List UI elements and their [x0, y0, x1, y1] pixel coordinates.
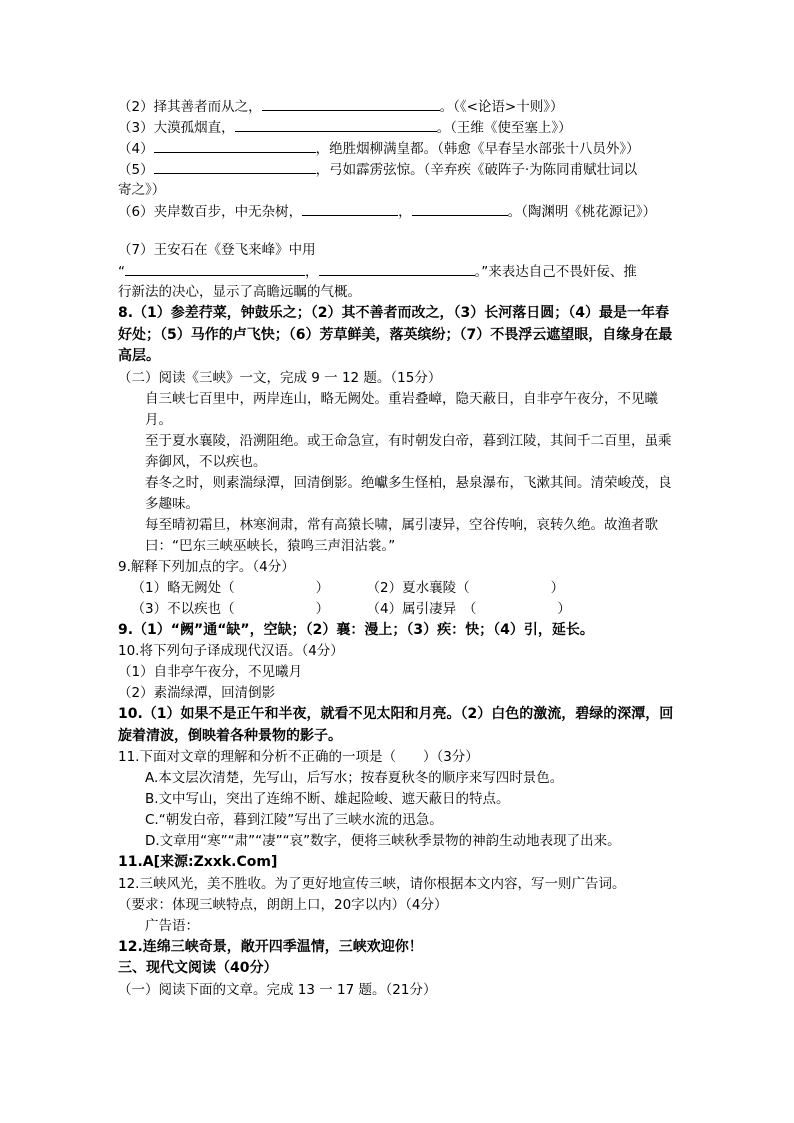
question-text: ，弓如霹雳弦惊。（辛弃疾《破阵子·为陈同甫赋壮词以 — [315, 162, 638, 178]
section-subtitle: （一）阅读下面的文章。完成 13 一 17 题。（21分） — [118, 981, 437, 998]
question-line — [118, 117, 678, 138]
question-11-option: C.“朝发白帝，暮到江陵”写出了三峡水流的迅急。 — [145, 812, 443, 828]
question-12-requirement: （要求：体现三峡特点，朗朗上口，20字以内）（4分） — [118, 896, 448, 913]
source-citation: 。（陶渊明《桃花源记》） — [507, 204, 657, 220]
answer-blank — [412, 201, 508, 216]
question-11-title: 11.下面对文章的理解和分析不正确的一项是（ ）（3分） — [118, 749, 479, 765]
passage-paragraph: 每至晴初霜旦，林寒涧肃，常有高猿长啸，属引凄异，空谷传响，哀转久绝。故渔者歌曰：“巴东三峡巫峡长，猿鸣三声泪沾裳。” — [145, 516, 658, 554]
question-text: ，绝胜烟柳满皇都。（韩愈《早春呈水部张十八员外》） — [315, 141, 640, 157]
question-12-slogan-label: 广告语： — [145, 917, 199, 934]
passage-paragraph: 春冬之时，则素湍绿潭，回清倒影。绝巘多生怪柏，悬泉瀑布，飞漱其间。清荣峻茂，良多趣味。 — [145, 474, 672, 512]
question-11-option: D.文章用“寒”“肃”“凄”“哀”数字，便将三峡秋季景物的神韵生动地表现了出来。 — [145, 833, 621, 849]
question-12-title: 12.三峡风光，美不胜收。为了更好地宣传三峡，请你根据本文内容，写一则广告词。 — [118, 875, 626, 892]
question-9-item: （1）略无阙处（ ） — [131, 579, 330, 596]
question-line — [118, 201, 678, 222]
section-title: 三、现代文阅读（40分） — [118, 960, 278, 976]
answer-blank — [125, 261, 305, 276]
answer-blank — [302, 201, 398, 216]
answer-12: 12.连绵三峡奇景，敞开四季温情，三峡欢迎你！ — [118, 938, 423, 955]
question-line: （7）王安石在《登飞来峰》中用 — [118, 242, 316, 258]
answer-blank — [235, 117, 437, 132]
question-text: 。”来表达自己不畏奸佞、推 — [474, 264, 637, 280]
source-citation: 。（《<论语>十则》） — [439, 99, 564, 115]
question-line — [118, 96, 678, 117]
answer-blank — [262, 96, 440, 111]
question-text: （3）大漠孤烟直， — [118, 120, 235, 136]
punctuation: ， — [305, 264, 319, 280]
answer-8: 8.（1）参差荇菜，钟鼓乐之；（2）其不善者而改之，（3）长河落日圆；（4）最是一年春好处；（5）马作的卢飞快；（6）芳草鲜美，落英缤纷；（7）不畏浮云遮望眼，自缘身在最高层。 — [118, 305, 673, 364]
question-10-sentence: （1）自非亭午夜分，不见曦月 — [118, 664, 303, 680]
passage-paragraph: 自三峡七百里中，两岸连山，略无阙处。重岩叠嶂，隐天蔽日，自非亭午夜分，不见曦月。 — [145, 390, 658, 428]
question-line — [118, 138, 678, 159]
question-9-item: （3）不以疾也（ ） — [131, 600, 330, 617]
answer-11: 11.A[来源:Zxxk.Com] — [118, 854, 278, 870]
answer-10: 10.（1）如果不是正午和半夜，就看不见太阳和月亮。（2）白色的激流，碧绿的深潭，回旋着清波，倒映着各种景物的影子。 — [118, 706, 674, 744]
question-9-item: （4）属引凄异 （ ） — [366, 600, 571, 617]
question-10-title: 10.将下列句子译成现代汉语。（4分） — [118, 643, 344, 659]
question-number: （4） — [118, 141, 154, 157]
answer-9: 9.（1）“阙”通“缺”，空缺；（2）襄：漫上；（3）疾：快；（4）引，延长。 — [118, 621, 594, 638]
section-title: （二）阅读《三峡》一文，完成 9 一 12 题。（15分） — [118, 369, 442, 386]
question-9-row — [118, 578, 678, 599]
question-number: （5） — [118, 162, 154, 178]
answer-blank — [154, 159, 316, 174]
passage-paragraph: 至于夏水襄陵，沿溯阻绝。或王命急宣，有时朝发白帝，暮到江陵，其间千二百里，虽乘奔御风，不以疾也。 — [145, 432, 672, 470]
question-11-option: A.本文层次清楚，先写山，后写水；按春夏秋冬的顺序来写四时景色。 — [145, 770, 564, 786]
question-line — [118, 159, 678, 180]
document-page — [118, 96, 678, 1001]
source-citation: 。（王维《使至塞上》） — [436, 120, 572, 136]
question-10-sentence: （2）素湍绿潭，回清倒影 — [118, 685, 276, 701]
answer-blank — [154, 138, 316, 153]
question-text: （2）择其善者而从之， — [118, 99, 262, 115]
question-9-row — [118, 599, 678, 620]
question-11-option: B.文中写山，突出了连绵不断、雄起险峻、遮天蔽日的特点。 — [145, 791, 510, 807]
spacer — [118, 222, 678, 240]
question-line-cont: 寄之》） — [118, 182, 166, 198]
question-text: （6）夹岸数百步，中无杂树， — [118, 204, 303, 220]
question-line — [118, 261, 678, 282]
question-line-cont: 行新法的决心，显示了高瞻远瞩的气概。 — [118, 284, 361, 300]
punctuation: ， — [398, 204, 412, 220]
question-9-title: 9.解释下列加点的字。（4分） — [118, 558, 295, 575]
question-9-item: （2）夏水襄陵（ ） — [366, 579, 565, 596]
open-quote: “ — [118, 264, 125, 280]
answer-blank — [319, 261, 475, 276]
